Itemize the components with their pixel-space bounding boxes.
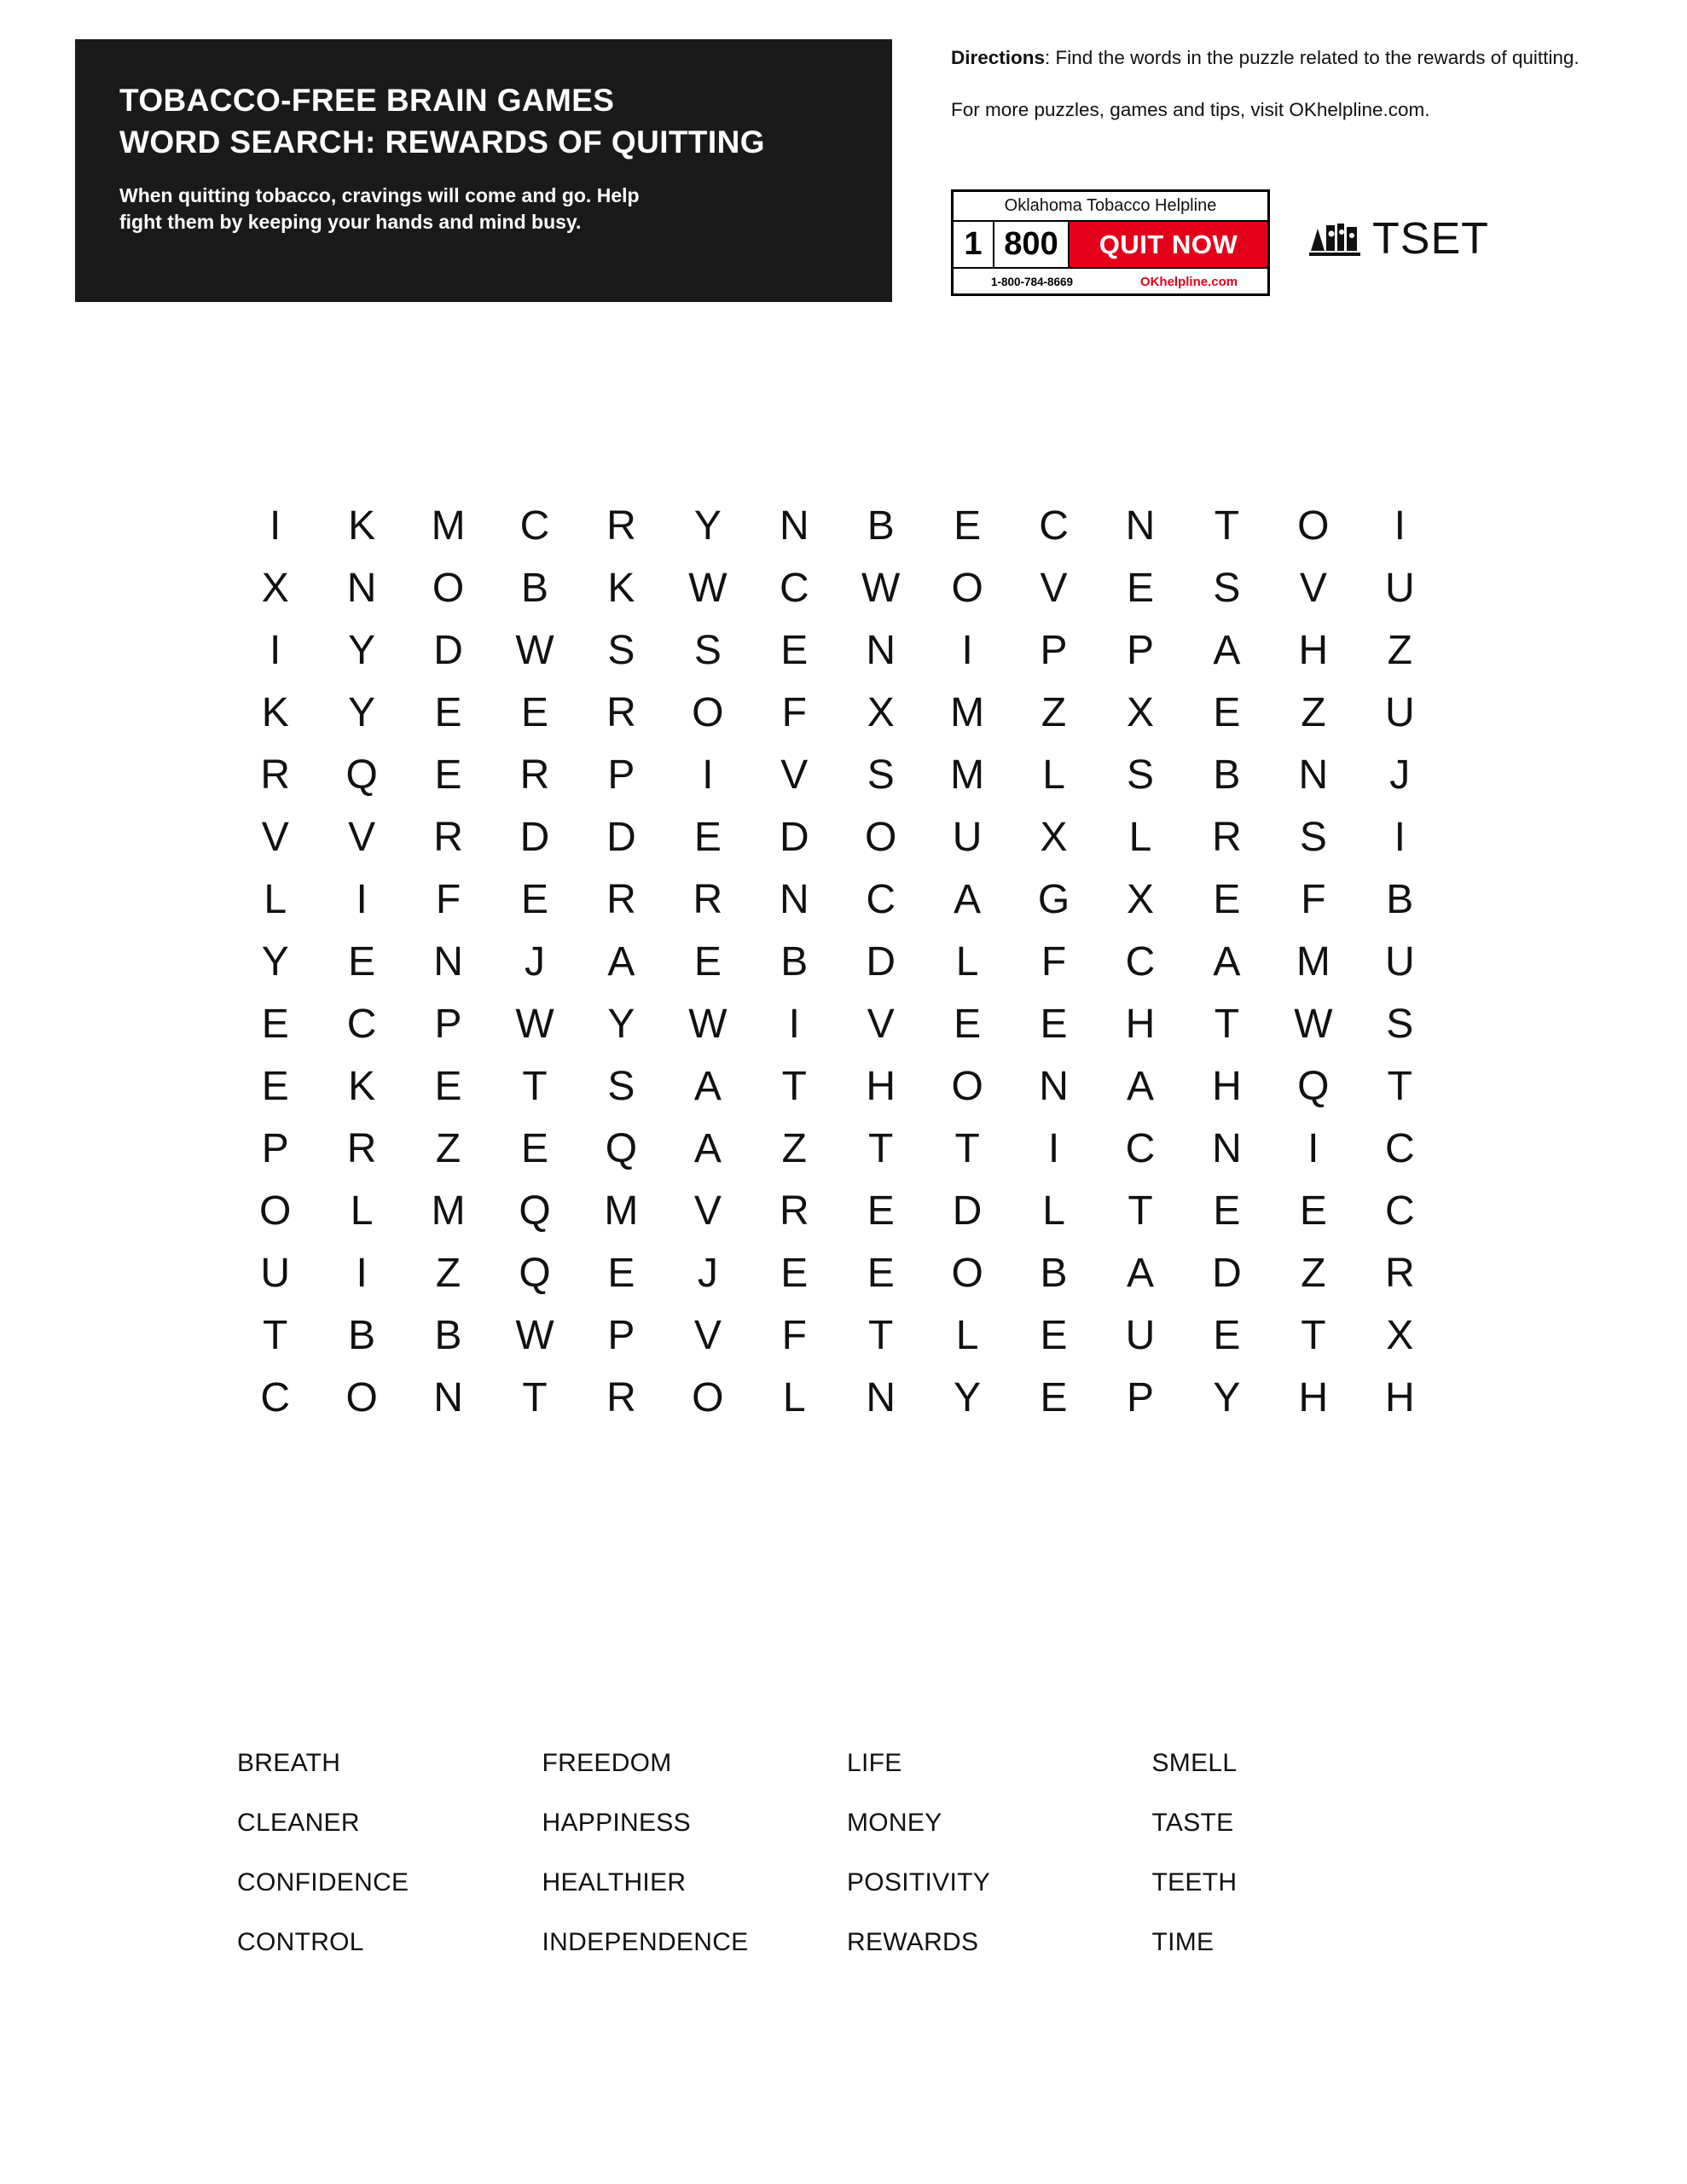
grid-cell: T bbox=[868, 1312, 894, 1358]
grid-cell: Q bbox=[519, 1250, 551, 1296]
grid-cell: S bbox=[867, 752, 895, 798]
grid-cell: V bbox=[261, 814, 289, 860]
grid-cell: F bbox=[781, 1312, 807, 1358]
word-list-item: BREATH bbox=[237, 1749, 341, 1777]
grid-cell: M bbox=[950, 689, 985, 735]
grid-cell: N bbox=[1039, 1063, 1069, 1109]
helpline-title: Oklahoma Tobacco Helpline bbox=[954, 192, 1267, 222]
grid-cell: O bbox=[951, 1063, 983, 1109]
grid-cell: V bbox=[693, 1312, 722, 1358]
grid-cell: I bbox=[356, 876, 368, 922]
grid-cell: I bbox=[1394, 502, 1406, 549]
word-list-item: HEALTHIER bbox=[542, 1868, 687, 1896]
grid-cell: A bbox=[1213, 938, 1241, 985]
grid-cell: O bbox=[259, 1188, 292, 1234]
grid-cell: F bbox=[435, 876, 461, 922]
grid-cell: B bbox=[867, 502, 895, 549]
grid-cell: V bbox=[867, 1001, 895, 1047]
grid-cell: E bbox=[520, 1125, 548, 1171]
grid-cell: Z bbox=[781, 1125, 807, 1171]
grid-cell: B bbox=[348, 1312, 376, 1358]
grid-cell: A bbox=[693, 1125, 722, 1171]
grid-cell: L bbox=[955, 1312, 979, 1358]
grid-cell: T bbox=[522, 1374, 548, 1420]
grid-cell: L bbox=[782, 1374, 806, 1420]
header-subtitle-line-2: fight them by keeping your hands and mind busy. bbox=[119, 211, 582, 234]
grid-cell: L bbox=[1042, 1188, 1065, 1234]
grid-cell: O bbox=[432, 565, 465, 611]
word-list-item: HAPPINESS bbox=[542, 1809, 691, 1837]
grid-cell: X bbox=[867, 689, 895, 735]
grid-cell: X bbox=[261, 565, 289, 611]
word-list-item: REWARDS bbox=[847, 1928, 979, 1956]
grid-cell: I bbox=[961, 627, 973, 673]
grid-cell: N bbox=[1212, 1125, 1242, 1171]
word-list-item: POSITIVITY bbox=[847, 1868, 991, 1896]
grid-cell: Z bbox=[1041, 689, 1067, 735]
grid-cell: D bbox=[433, 627, 463, 673]
grid-cell: L bbox=[350, 1188, 374, 1234]
grid-cell: W bbox=[861, 565, 901, 611]
page-title-line-1: TOBACCO-FREE BRAIN GAMES bbox=[119, 83, 615, 118]
grid-cell: S bbox=[1299, 814, 1327, 860]
grid-cell: E bbox=[780, 627, 809, 673]
grid-cell: E bbox=[434, 752, 462, 798]
grid-cell: R bbox=[606, 689, 636, 735]
grid-cell: K bbox=[261, 689, 289, 735]
grid-cell: C bbox=[779, 565, 809, 611]
grid-cell: W bbox=[515, 627, 554, 673]
grid-cell: X bbox=[1040, 814, 1068, 860]
grid-cell: V bbox=[1299, 565, 1327, 611]
grid-cell: J bbox=[1389, 752, 1411, 798]
grid-cell: Y bbox=[261, 938, 289, 985]
grid-cell: I bbox=[270, 502, 281, 549]
grid-cell: H bbox=[1298, 1374, 1329, 1420]
grid-cell: W bbox=[688, 565, 728, 611]
helpline-digit-one: 1 bbox=[954, 222, 994, 267]
grid-cell: N bbox=[866, 627, 896, 673]
grid-cell: C bbox=[1384, 1125, 1415, 1171]
grid-cell: R bbox=[606, 1374, 636, 1420]
grid-cell: D bbox=[519, 814, 550, 860]
word-list-item: INDEPENDENCE bbox=[542, 1928, 749, 1956]
header-subtitle bbox=[119, 183, 848, 236]
grid-cell: Y bbox=[693, 502, 722, 549]
grid-cell: N bbox=[433, 938, 463, 985]
grid-cell: A bbox=[607, 938, 635, 985]
page-title-line-2: WORD SEARCH: REWARDS OF QUITTING bbox=[119, 124, 765, 160]
grid-cell: T bbox=[263, 1312, 288, 1358]
grid-cell: D bbox=[606, 814, 636, 860]
grid-cell: Q bbox=[519, 1188, 551, 1234]
grid-cell: C bbox=[866, 876, 896, 922]
grid-cell: K bbox=[348, 1063, 376, 1109]
grid-cell: I bbox=[270, 627, 281, 673]
grid-cell: R bbox=[433, 814, 463, 860]
header-subtitle-line-1: When quitting tobacco, cravings will come and go. Help bbox=[119, 183, 640, 206]
word-list-item: MONEY bbox=[847, 1809, 942, 1837]
grid-cell: T bbox=[868, 1125, 894, 1171]
grid-cell: D bbox=[952, 1188, 983, 1234]
helpline-website: OKhelpline.com bbox=[1139, 274, 1238, 289]
grid-cell: F bbox=[781, 689, 807, 735]
helpline-phone: 1-800-784-8669 bbox=[990, 275, 1074, 288]
grid-cell: U bbox=[1384, 689, 1415, 735]
grid-cell: H bbox=[1125, 1001, 1156, 1047]
grid-cell: E bbox=[434, 1063, 462, 1109]
grid-cell: I bbox=[356, 1250, 368, 1296]
grid-cell: S bbox=[693, 627, 722, 673]
grid-cell: L bbox=[264, 876, 287, 922]
tset-mark-icon bbox=[1309, 217, 1362, 261]
grid-cell: O bbox=[692, 689, 724, 735]
helpline-footer-row bbox=[954, 269, 1267, 294]
grid-cell: C bbox=[1384, 1188, 1415, 1234]
grid-cell: Y bbox=[607, 1001, 635, 1047]
more-puzzles-text: For more puzzles, games and tips, visit OKhelpline.com. bbox=[951, 98, 1430, 120]
grid-cell: O bbox=[951, 565, 983, 611]
grid-cell: Y bbox=[348, 627, 376, 673]
header-block bbox=[75, 39, 892, 302]
grid-cell: T bbox=[1387, 1063, 1412, 1109]
grid-cell: Z bbox=[435, 1250, 461, 1296]
word-list-item: SMELL bbox=[1151, 1749, 1238, 1777]
grid-cell: D bbox=[866, 938, 896, 985]
grid-cell: E bbox=[520, 876, 548, 922]
word-list-item: FREEDOM bbox=[542, 1749, 672, 1777]
grid-cell: X bbox=[1126, 689, 1154, 735]
grid-cell: U bbox=[260, 1250, 291, 1296]
grid-cell: W bbox=[515, 1001, 554, 1047]
grid-cell: Z bbox=[435, 1125, 461, 1171]
grid-cell: U bbox=[1384, 938, 1415, 985]
grid-cell: Q bbox=[345, 752, 378, 798]
grid-cell: T bbox=[954, 1125, 980, 1171]
word-list-item: CONFIDENCE bbox=[237, 1868, 409, 1896]
grid-cell: A bbox=[693, 1063, 722, 1109]
grid-cell: N bbox=[346, 565, 377, 611]
grid-cell: V bbox=[1040, 565, 1068, 611]
grid-cell: E bbox=[348, 938, 376, 985]
grid-cell: O bbox=[1297, 502, 1330, 549]
grid-cell: B bbox=[1213, 752, 1241, 798]
grid-cell: R bbox=[519, 752, 550, 798]
grid-cell: Z bbox=[1387, 627, 1412, 673]
grid-cell: V bbox=[780, 752, 809, 798]
grid-cell: E bbox=[1213, 1188, 1241, 1234]
grid-cell: U bbox=[1125, 1312, 1156, 1358]
grid-cell: E bbox=[434, 689, 462, 735]
grid-cell: P bbox=[607, 752, 635, 798]
tset-logo bbox=[1309, 213, 1489, 264]
grid-cell: N bbox=[866, 1374, 896, 1420]
grid-cell: N bbox=[779, 502, 809, 549]
grid-cell: Z bbox=[1301, 1250, 1326, 1296]
grid-cell: J bbox=[524, 938, 545, 985]
helpline-quit-now: QUIT NOW bbox=[1070, 222, 1267, 267]
grid-cell: B bbox=[434, 1312, 462, 1358]
grid-cell: C bbox=[519, 502, 550, 549]
grid-cell: Q bbox=[605, 1125, 638, 1171]
grid-cell: T bbox=[1214, 502, 1240, 549]
grid-cell: Y bbox=[1213, 1374, 1241, 1420]
grid-cell: F bbox=[1301, 876, 1326, 922]
grid-cell: B bbox=[1040, 1250, 1068, 1296]
grid-cell: C bbox=[1039, 502, 1069, 549]
grid-cell: R bbox=[779, 1188, 809, 1234]
grid-cell: G bbox=[1037, 876, 1070, 922]
grid-cell: M bbox=[431, 502, 466, 549]
grid-cell: C bbox=[1125, 938, 1156, 985]
grid-cell: P bbox=[434, 1001, 462, 1047]
grid-cell: T bbox=[522, 1063, 548, 1109]
grid-cell: T bbox=[781, 1063, 807, 1109]
helpline-number-row bbox=[954, 222, 1267, 269]
grid-cell: X bbox=[1126, 876, 1154, 922]
helpline-digit-800: 800 bbox=[994, 222, 1070, 267]
grid-cell: I bbox=[1047, 1125, 1060, 1171]
grid-cell: A bbox=[1213, 627, 1241, 673]
grid-cell: E bbox=[1299, 1188, 1327, 1234]
word-search-grid bbox=[232, 495, 1443, 1429]
grid-cell: K bbox=[348, 502, 376, 549]
grid-cell: N bbox=[433, 1374, 463, 1420]
grid-cell: B bbox=[780, 938, 809, 985]
grid-cell: R bbox=[693, 876, 723, 922]
grid-cell: O bbox=[692, 1374, 724, 1420]
tset-label: TSET bbox=[1372, 214, 1489, 264]
grid-cell: M bbox=[431, 1188, 466, 1234]
grid-cell: A bbox=[1126, 1063, 1154, 1109]
grid-cell: T bbox=[1128, 1188, 1153, 1234]
grid-cell: O bbox=[951, 1250, 983, 1296]
directions-body: : Find the words in the puzzle related to the rewards of quitting. bbox=[1045, 47, 1580, 68]
grid-cell: R bbox=[606, 876, 636, 922]
directions-label: Directions bbox=[951, 47, 1046, 68]
grid-cell: H bbox=[1384, 1374, 1415, 1420]
grid-cell: R bbox=[1384, 1250, 1415, 1296]
word-list-item: CONTROL bbox=[237, 1928, 364, 1956]
grid-cell: R bbox=[1212, 814, 1242, 860]
grid-cell: J bbox=[697, 1250, 718, 1296]
grid-cell: P bbox=[1040, 627, 1068, 673]
grid-cell: T bbox=[1301, 1312, 1326, 1358]
grid-cell: M bbox=[1296, 938, 1330, 985]
grid-cell: P bbox=[607, 1312, 635, 1358]
grid-cell: E bbox=[1040, 1312, 1068, 1358]
grid-cell: S bbox=[1386, 1001, 1414, 1047]
grid-cell: S bbox=[1213, 565, 1241, 611]
grid-cell: A bbox=[954, 876, 982, 922]
grid-cell: E bbox=[954, 1001, 982, 1047]
grid-cell: P bbox=[261, 1125, 289, 1171]
grid-cell: N bbox=[1125, 502, 1156, 549]
grid-cell: E bbox=[1040, 1374, 1068, 1420]
grid-cell: Y bbox=[954, 1374, 982, 1420]
grid-cell: S bbox=[607, 627, 635, 673]
grid-cell: R bbox=[606, 502, 636, 549]
grid-cell: P bbox=[1126, 1374, 1154, 1420]
grid-cell: M bbox=[950, 752, 985, 798]
grid-cell: C bbox=[1125, 1125, 1156, 1171]
grid-cell: I bbox=[788, 1001, 800, 1047]
grid-cell: B bbox=[1386, 876, 1414, 922]
grid-cell: E bbox=[1040, 1001, 1068, 1047]
grid-cell: I bbox=[1394, 814, 1406, 860]
grid-cell: E bbox=[780, 1250, 809, 1296]
word-list-item: TASTE bbox=[1151, 1809, 1234, 1837]
grid-cell: D bbox=[1212, 1250, 1242, 1296]
grid-cell: S bbox=[607, 1063, 635, 1109]
word-list-item: LIFE bbox=[847, 1749, 902, 1777]
helpline-logo bbox=[951, 189, 1270, 296]
grid-cell: X bbox=[1386, 1312, 1414, 1358]
grid-cell: A bbox=[1126, 1250, 1154, 1296]
grid-cell: O bbox=[345, 1374, 378, 1420]
grid-cell: P bbox=[1126, 627, 1154, 673]
grid-cell: E bbox=[607, 1250, 635, 1296]
directions-text bbox=[951, 44, 1599, 73]
grid-cell: T bbox=[1214, 1001, 1240, 1047]
grid-cell: W bbox=[688, 1001, 728, 1047]
grid-cell: H bbox=[866, 1063, 896, 1109]
grid-cell: L bbox=[1042, 752, 1065, 798]
grid-cell: V bbox=[693, 1188, 722, 1234]
grid-cell: E bbox=[261, 1063, 289, 1109]
grid-cell: E bbox=[867, 1250, 895, 1296]
grid-cell: E bbox=[954, 502, 982, 549]
grid-cell: M bbox=[604, 1188, 639, 1234]
word-list-item: TEETH bbox=[1151, 1868, 1238, 1896]
grid-cell: R bbox=[260, 752, 291, 798]
grid-cell: I bbox=[1307, 1125, 1319, 1171]
grid-cell: H bbox=[1212, 1063, 1242, 1109]
grid-cell: N bbox=[1298, 752, 1329, 798]
grid-cell: U bbox=[952, 814, 983, 860]
grid-cell: O bbox=[865, 814, 897, 860]
grid-cell: U bbox=[1384, 565, 1415, 611]
grid-cell: E bbox=[693, 814, 722, 860]
grid-cell: V bbox=[348, 814, 376, 860]
word-list bbox=[237, 1749, 1457, 1957]
word-list-item: TIME bbox=[1151, 1928, 1215, 1956]
grid-cell: E bbox=[1213, 689, 1241, 735]
grid-cell: W bbox=[515, 1312, 554, 1358]
word-list-item: CLEANER bbox=[237, 1809, 360, 1837]
grid-cell: E bbox=[520, 689, 548, 735]
grid-cell: L bbox=[1128, 814, 1152, 860]
grid-cell: R bbox=[346, 1125, 377, 1171]
grid-cell: B bbox=[520, 565, 548, 611]
grid-cell: L bbox=[955, 938, 979, 985]
grid-cell: H bbox=[1298, 627, 1329, 673]
grid-cell: E bbox=[693, 938, 722, 985]
grid-cell: E bbox=[261, 1001, 289, 1047]
grid-cell: C bbox=[260, 1374, 291, 1420]
grid-cell: F bbox=[1041, 938, 1067, 985]
grid-cell: I bbox=[702, 752, 714, 798]
grid-cell: E bbox=[1213, 876, 1241, 922]
grid-cell: Z bbox=[1301, 689, 1326, 735]
grid-cell: N bbox=[779, 876, 809, 922]
grid-cell: E bbox=[1126, 565, 1154, 611]
grid-cell: S bbox=[1126, 752, 1154, 798]
directions-block bbox=[951, 44, 1599, 124]
grid-cell: E bbox=[1213, 1312, 1241, 1358]
grid-cell: D bbox=[779, 814, 809, 860]
grid-cell: E bbox=[867, 1188, 895, 1234]
grid-cell: K bbox=[607, 565, 635, 611]
grid-cell: C bbox=[346, 1001, 377, 1047]
grid-cell: Q bbox=[1297, 1063, 1330, 1109]
grid-cell: W bbox=[1294, 1001, 1333, 1047]
grid-cell: Y bbox=[348, 689, 376, 735]
